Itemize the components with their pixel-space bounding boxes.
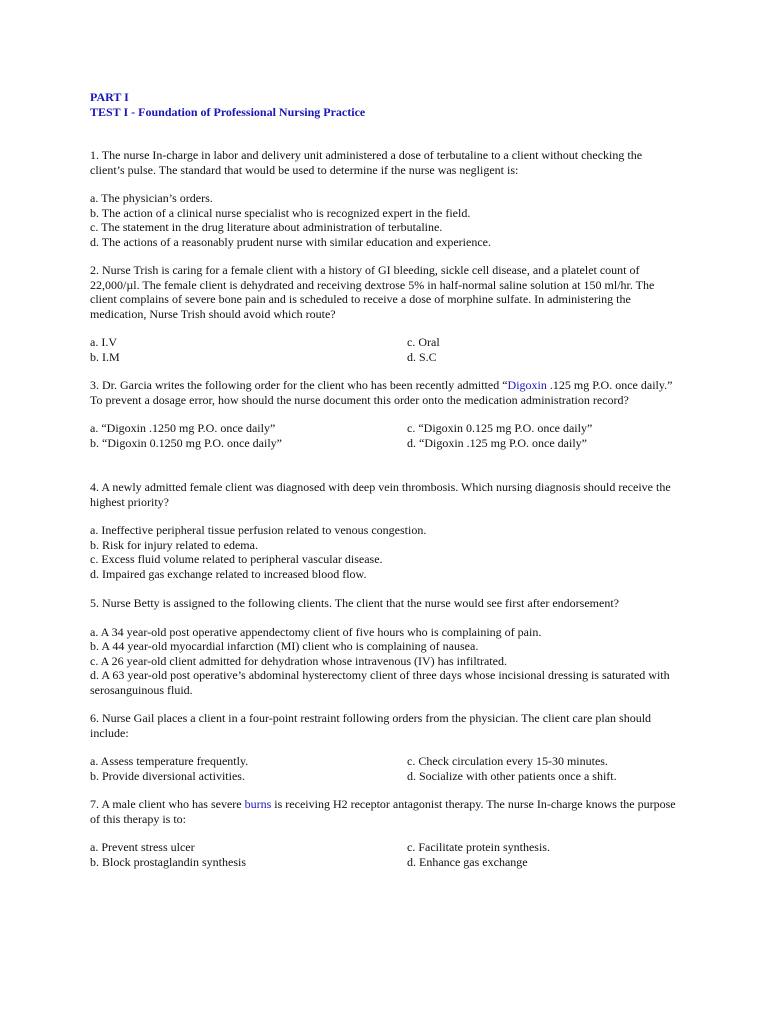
option-d: d. A 63 year-old post operative’s abdominal hysterectomy client of three days whose incisional dressing is saturated with serosanguinous fluid.: [90, 668, 670, 697]
question-stem: 2. Nurse Trish is caring for a female client with a history of GI bleeding, sickle cell disease, and a platelet count of 22,000/µl. The female client is dehydrated and receiving dextrose 5% in half-normal saline solution at 150 ml/hr. The client complains of severe bone pain and is scheduled to receive a dose of morphine sulfate. In administering the medication, Nurse Trish should avoid which route?: [90, 263, 655, 321]
question-stem: [90, 378, 678, 407]
answer-options: [90, 335, 678, 364]
stem-text: 3. Dr. Garcia writes the following order for the client who has been recently admitted “: [90, 378, 508, 392]
option-c: c. Check circulation every 15-30 minutes.: [407, 754, 608, 768]
question-3: [90, 378, 678, 450]
question-stem: [90, 797, 678, 826]
option-b: b. The action of a clinical nurse specialist who is recognized expert in the field.: [90, 205, 471, 220]
option-d: d. Socialize with other patients once a shift.: [407, 768, 617, 783]
option-a: a. Assess temperature frequently.: [90, 754, 249, 768]
answer-options: [90, 754, 678, 783]
option-d: d. “Digoxin .125 mg P.O. once daily”: [407, 435, 587, 450]
digoxin-link[interactable]: Digoxin: [507, 378, 547, 392]
option-c: c. Excess fluid volume related to peripheral vascular disease.: [90, 552, 383, 566]
question-2: [90, 263, 678, 364]
answer-options: [90, 523, 678, 581]
question-7: [90, 797, 678, 869]
answer-options: [90, 421, 678, 450]
stem-text: 7. A male client who has severe: [90, 797, 245, 811]
test-title: TEST I - Foundation of Professional Nursing Practice: [90, 105, 366, 119]
question-stem: 1. The nurse In-charge in labor and delivery unit administered a dose of terbutaline to a client without checking the client’s pulse. The standard that would be used to determine if the nurse was negligent is:: [90, 148, 643, 177]
option-a: a. I.V: [90, 335, 117, 349]
question-stem: 5. Nurse Betty is assigned to the following clients. The client that the nurse would see first after endorsement?: [90, 596, 619, 610]
answer-options: [90, 840, 678, 869]
document-header: [90, 90, 365, 120]
option-a: a. Prevent stress ulcer: [90, 840, 195, 854]
question-6: [90, 711, 678, 783]
stem-text: .125 mg P.O. once daily.” To prevent a dosage error, how should the nurse document this order onto the medication administration record?: [90, 378, 673, 407]
option-a: a. Ineffective peripheral tissue perfusion related to venous congestion.: [90, 523, 427, 537]
option-c: c. Facilitate protein synthesis.: [407, 840, 550, 854]
option-c: c. Oral: [407, 335, 440, 349]
option-c: c. The statement in the drug literature about administration of terbutaline.: [90, 220, 443, 234]
option-b: b. I.M: [90, 349, 120, 364]
option-b: b. Provide diversional activities.: [90, 768, 245, 783]
question-1: [90, 148, 678, 249]
option-c: c. “Digoxin 0.125 mg P.O. once daily”: [407, 421, 593, 435]
part-title: PART I: [90, 90, 129, 104]
option-a: a. A 34 year-old post operative appendectomy client of five hours who is complaining of pain.: [90, 624, 542, 639]
option-d: d. The actions of a reasonably prudent nurse with similar education and experience.: [90, 234, 491, 249]
option-b: b. A 44 year-old myocardial infarction (MI) client who is complaining of nausea.: [90, 639, 479, 653]
option-c: c. A 26 year-old client admitted for dehydration whose intravenous (IV) has infiltrated.: [90, 653, 507, 668]
option-a: a. The physician’s orders.: [90, 191, 213, 205]
answer-options: [90, 191, 678, 249]
option-d: d. Impaired gas exchange related to increased blood flow.: [90, 566, 367, 581]
question-4: [90, 480, 678, 581]
option-d: d. S.C: [407, 349, 437, 364]
question-stem: 6. Nurse Gail places a client in a four-point restraint following orders from the physician. The client care plan should include:: [90, 711, 652, 740]
option-d: d. Enhance gas exchange: [407, 854, 528, 869]
question-5: [90, 596, 678, 697]
option-b: b. Block prostaglandin synthesis: [90, 854, 246, 869]
option-a: a. “Digoxin .1250 mg P.O. once daily”: [90, 421, 276, 435]
burns-link[interactable]: burns: [244, 797, 272, 811]
stem-text: is receiving H2 receptor antagonist therapy. The nurse In-charge knows the purpose of this therapy is to:: [90, 797, 676, 826]
option-b: b. Risk for injury related to edema.: [90, 537, 258, 552]
answer-options: [90, 625, 678, 698]
question-stem: 4. A newly admitted female client was diagnosed with deep vein thrombosis. Which nursing diagnosis should receive the highest priority?: [90, 480, 671, 509]
option-b: b. “Digoxin 0.1250 mg P.O. once daily”: [90, 435, 282, 450]
